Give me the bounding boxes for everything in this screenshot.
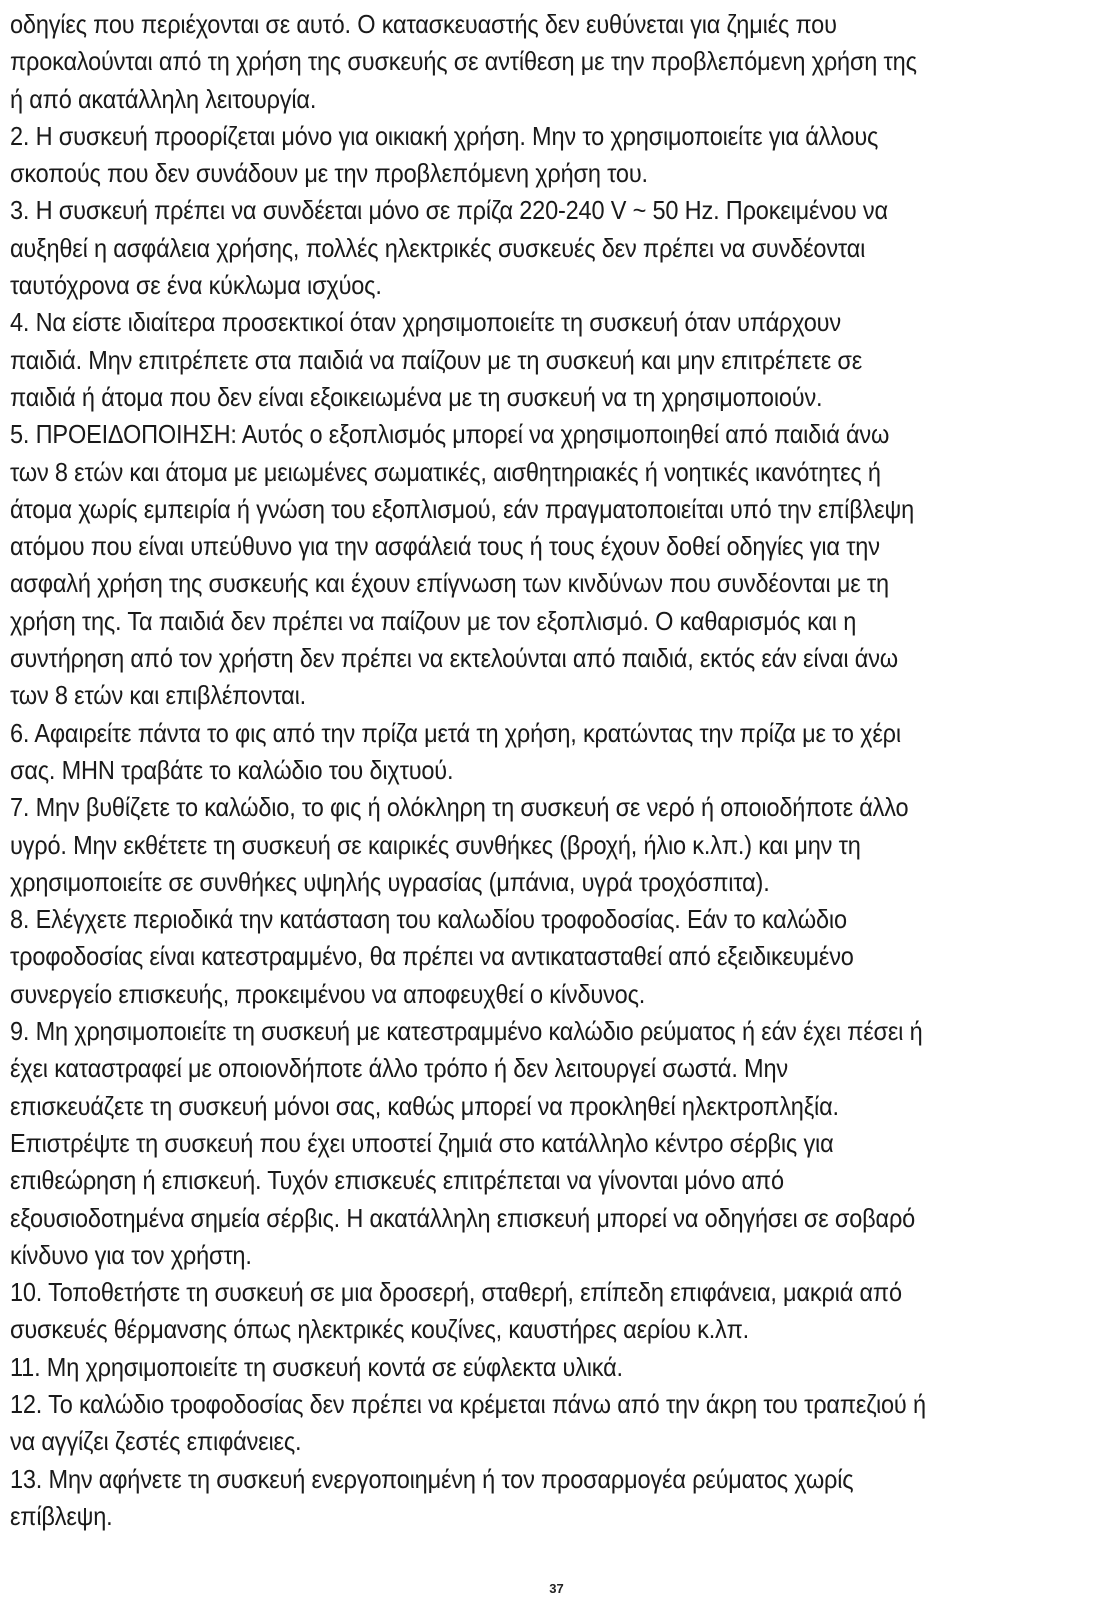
text-line: σκοπούς που δεν συνάδουν με την προβλεπόμενη χρήση του.: [10, 158, 648, 189]
text-line: 12. Το καλώδιο τροφοδοσίας δεν πρέπει να κρέμεται πάνω από την άκρη του τραπεζιού ή: [10, 1388, 926, 1419]
text-line: Επιστρέψτε τη συσκευή που έχει υποστεί ζημιά στο κατάλληλο κέντρο σέρβις για: [10, 1127, 834, 1158]
text-line: 5. ΠΡΟΕΙΔΟΠΟΙΗΣΗ: Αυτός ο εξοπλισμός μπορεί να χρησιμοποιηθεί από παιδιά άνω: [10, 419, 890, 450]
text-line: έχει καταστραφεί με οποιονδήποτε άλλο τρόπο ή δεν λειτουργεί σωστά. Μην: [10, 1053, 788, 1084]
text-line: να αγγίζει ζεστές επιφάνειες.: [10, 1426, 302, 1457]
text-line: συντήρηση από τον χρήστη δεν πρέπει να εκτελούνται από παιδιά, εκτός εάν είναι άνω: [10, 643, 898, 674]
text-line: 13. Μην αφήνετε τη συσκευή ενεργοποιημένη ή τον προσαρμογέα ρεύματος χωρίς: [10, 1463, 854, 1494]
text-line: εξουσιοδοτημένα σημεία σέρβις. Η ακατάλληλη επισκευή μπορεί να οδηγήσει σε σοβαρό: [10, 1202, 916, 1233]
text-line: συνεργείο επισκευής, προκειμένου να αποφευχθεί ο κίνδυνος.: [10, 978, 646, 1009]
text-line: ταυτόχρονα σε ένα κύκλωμα ισχύος.: [10, 270, 382, 301]
text-line: παιδιά. Μην επιτρέπετε στα παιδιά να παίζουν με τη συσκευή και μην επιτρέπετε σε: [10, 344, 863, 375]
text-line: χρήση της. Τα παιδιά δεν πρέπει να παίζουν με τον εξοπλισμό. Ο καθαρισμός και η: [10, 605, 857, 636]
text-line: 9. Μη χρησιμοποιείτε τη συσκευή με κατεστραμμένο καλώδιο ρεύματος ή εάν έχει πέσει ή: [10, 1016, 923, 1047]
text-line: σας. ΜΗΝ τραβάτε το καλώδιο του διχτυού.: [10, 754, 454, 785]
text-line: 7. Μην βυθίζετε το καλώδιο, το φις ή ολόκληρη τη συσκευή σε νερό ή οποιοδήποτε άλλο: [10, 792, 909, 823]
text-line: κίνδυνο για τον χρήστη.: [10, 1239, 252, 1270]
text-line: υγρό. Μην εκθέτετε τη συσκευή σε καιρικές συνθήκες (βροχή, ήλιο κ.λπ.) και μην τη: [10, 829, 861, 860]
text-line: ή από ακατάλληλη λειτουργία.: [10, 83, 317, 114]
text-line: 4. Να είστε ιδιαίτερα προσεκτικοί όταν χρησιμοποιείτε τη συσκευή όταν υπάρχουν: [10, 307, 841, 338]
text-line: 2. Η συσκευή προορίζεται μόνο για οικιακή χρήση. Μην το χρησιμοποιείτε για άλλους: [10, 120, 879, 151]
document-body: [10, 6, 1105, 1535]
text-line: επιθεώρηση ή επισκευή. Τυχόν επισκευές επιτρέπεται να γίνονται μόνο από: [10, 1165, 784, 1196]
text-line: επίβλεψη.: [10, 1500, 113, 1531]
text-line: 10. Τοποθετήστε τη συσκευή σε μια δροσερή, σταθερή, επίπεδη επιφάνεια, μακριά από: [10, 1277, 902, 1308]
text-line: 6. Αφαιρείτε πάντα το φις από την πρίζα μετά τη χρήση, κρατώντας την πρίζα με το χέρι: [10, 717, 901, 748]
text-line: προκαλούνται από τη χρήση της συσκευής σε αντίθεση με την προβλεπόμενη χρήση της: [10, 46, 917, 77]
text-line: των 8 ετών και άτομα με μειωμένες σωματικές, αισθητηριακές ή νοητικές ικανότητες ή: [10, 456, 881, 487]
text-line: ασφαλή χρήση της συσκευής και έχουν επίγνωση των κινδύνων που συνδέονται με τη: [10, 568, 889, 599]
page-number: 37: [549, 1581, 564, 1596]
text-line: ατόμου που είναι υπεύθυνο για την ασφάλειά τους ή τους έχουν δοθεί οδηγίες για την: [10, 531, 880, 562]
text-line: χρησιμοποιείτε σε συνθήκες υψηλής υγρασίας (μπάνια, υγρά τροχόσπιτα).: [10, 866, 770, 897]
text-line: τροφοδοσίας είναι κατεστραμμένο, θα πρέπει να αντικατασταθεί από εξειδικευμένο: [10, 941, 854, 972]
text-line: επισκευάζετε τη συσκευή μόνοι σας, καθώς μπορεί να προκληθεί ηλεκτροπληξία.: [10, 1090, 839, 1121]
text-line: συσκευές θέρμανσης όπως ηλεκτρικές κουζίνες, καυστήρες αερίου κ.λπ.: [10, 1314, 750, 1345]
text-line: 8. Ελέγχετε περιοδικά την κατάσταση του καλωδίου τροφοδοσίας. Εάν το καλώδιο: [10, 904, 847, 935]
text-line: 11. Μη χρησιμοποιείτε τη συσκευή κοντά σε εύφλεκτα υλικά.: [10, 1351, 623, 1382]
text-line: οδηγίες που περιέχονται σε αυτό. Ο κατασκευαστής δεν ευθύνεται για ζημιές που: [10, 9, 837, 39]
text-line: των 8 ετών και επιβλέπονται.: [10, 680, 306, 711]
text-line: άτομα χωρίς εμπειρία ή γνώση του εξοπλισμού, εάν πραγματοποιείται υπό την επίβλεψη: [10, 493, 914, 524]
text-line: παιδιά ή άτομα που δεν είναι εξοικειωμένα με τη συσκευή να τη χρησιμοποιούν.: [10, 381, 823, 412]
text-line: αυξηθεί η ασφάλεια χρήσης, πολλές ηλεκτρικές συσκευές δεν πρέπει να συνδέονται: [10, 232, 866, 263]
text-line: 3. Η συσκευή πρέπει να συνδέεται μόνο σε πρίζα 220-240 V ~ 50 Hz. Προκειμένου να: [10, 195, 888, 226]
